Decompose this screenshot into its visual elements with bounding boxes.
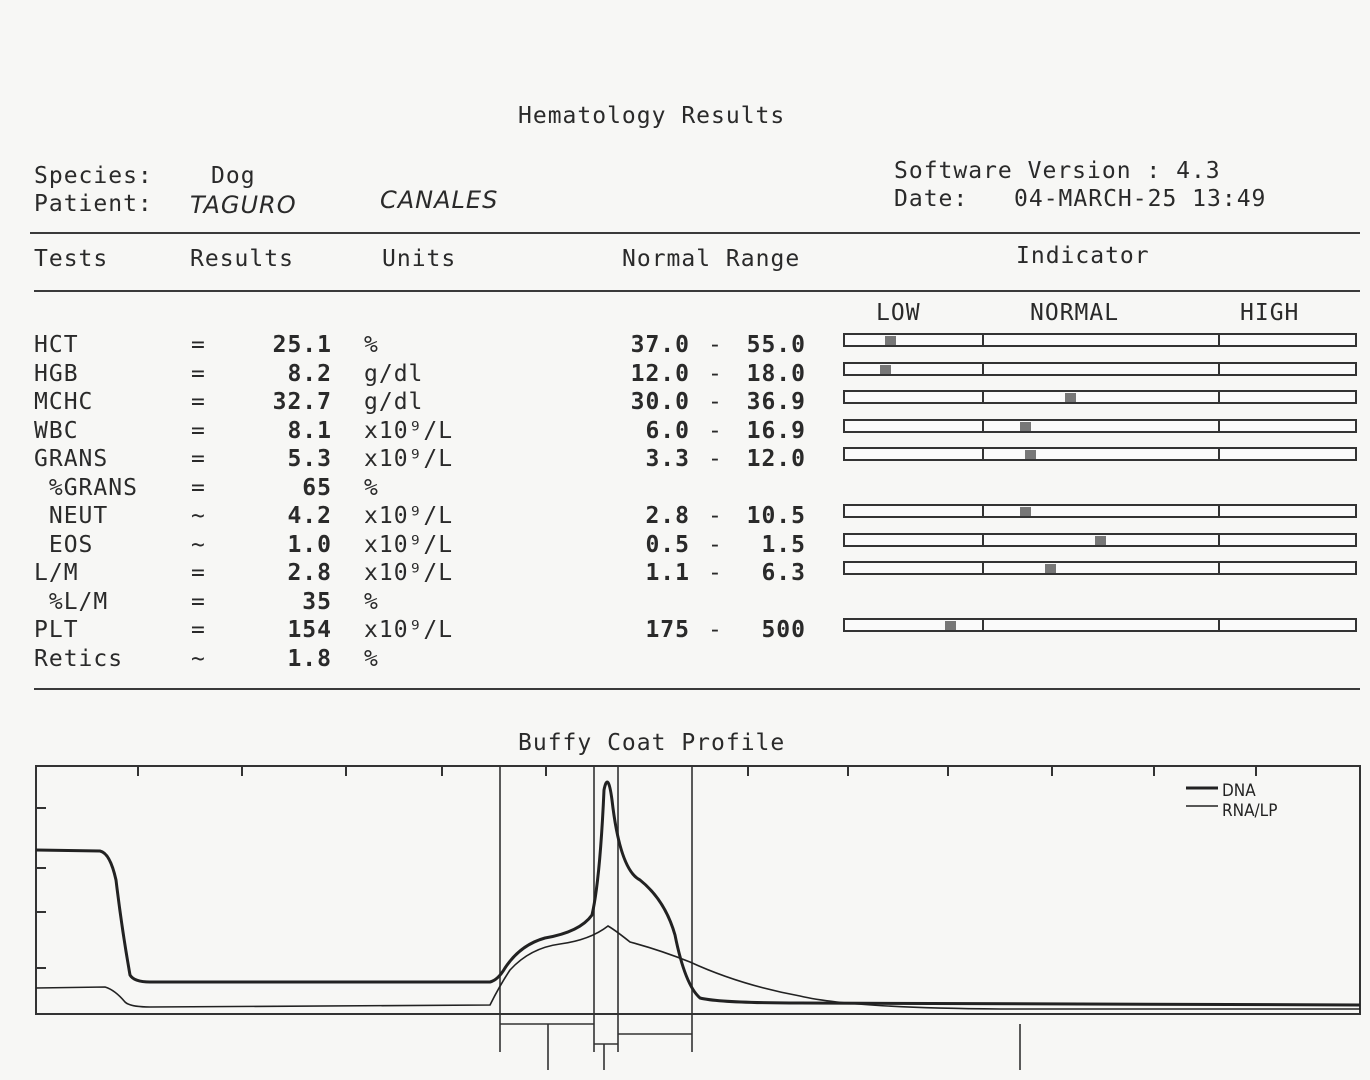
date-value: 04-MARCH-25 13:49	[1014, 186, 1267, 212]
row-operator: =	[191, 361, 206, 387]
row-test: PLT	[34, 617, 79, 643]
row-result: 5.3	[287, 446, 332, 472]
row-operator: ~	[191, 646, 206, 672]
row-range-low: 0.5	[645, 532, 690, 558]
chart-frame	[36, 766, 1360, 1014]
patient-last-name: CANALES	[380, 186, 499, 214]
row-range-high: 1.5	[761, 532, 806, 558]
row-range-high: 500	[761, 617, 806, 643]
row-test: NEUT	[34, 503, 109, 529]
row-range-dash: -	[708, 361, 723, 387]
row-operator: =	[191, 560, 206, 586]
species-label: Species:	[34, 163, 153, 189]
header-tests: Tests	[34, 246, 109, 272]
row-result: 65	[302, 475, 332, 501]
row-result: 154	[287, 617, 332, 643]
patient-first-name: TAGURO	[190, 191, 297, 219]
row-range-high: 36.9	[746, 389, 806, 415]
row-operator: =	[191, 617, 206, 643]
row-test: WBC	[34, 418, 79, 444]
legend-dna-label: DNA	[1222, 781, 1256, 801]
row-range-dash: -	[708, 332, 723, 358]
software-version: Software Version : 4.3	[894, 158, 1221, 184]
row-operator: ~	[191, 532, 206, 558]
row-operator: =	[191, 389, 206, 415]
row-result: 1.0	[287, 532, 332, 558]
row-range-high: 10.5	[746, 503, 806, 529]
row-range-high: 16.9	[746, 418, 806, 444]
row-operator: =	[191, 475, 206, 501]
row-range-high: 12.0	[746, 446, 806, 472]
row-operator: ~	[191, 503, 206, 529]
row-range-low: 1.1	[645, 560, 690, 586]
row-range-dash: -	[708, 532, 723, 558]
row-result: 2.8	[287, 560, 332, 586]
row-range-low: 12.0	[630, 361, 690, 387]
row-unit: %	[364, 589, 379, 615]
row-test: EOS	[34, 532, 94, 558]
indicator-high-label: HIGH	[1240, 300, 1300, 326]
row-unit: g/dl	[364, 389, 424, 415]
row-result: 35	[302, 589, 332, 615]
header-indicator: Indicator	[1016, 243, 1150, 269]
row-test: %GRANS	[34, 475, 138, 501]
legend-rna-label: RNA/LP	[1222, 801, 1278, 821]
row-range-dash: -	[708, 446, 723, 472]
indicator-low-label: LOW	[876, 300, 921, 326]
row-result: 8.1	[287, 418, 332, 444]
row-operator: =	[191, 589, 206, 615]
date-label: Date:	[894, 186, 969, 212]
row-range-dash: -	[708, 560, 723, 586]
row-range-high: 6.3	[761, 560, 806, 586]
row-range-dash: -	[708, 617, 723, 643]
row-range-low: 3.3	[645, 446, 690, 472]
report-title: Hematology Results	[518, 103, 786, 129]
row-range-low: 30.0	[630, 389, 690, 415]
chart-left-ticks	[36, 808, 46, 968]
row-unit: x10⁹/L	[364, 560, 454, 586]
chart-top-ticks	[138, 766, 1256, 776]
row-operator: =	[191, 332, 206, 358]
row-test: Retics	[34, 646, 124, 672]
chart-legend	[1186, 781, 1277, 821]
row-result: 32.7	[272, 389, 332, 415]
row-unit: x10⁹/L	[364, 503, 454, 529]
row-range-high: 18.0	[746, 361, 806, 387]
chart-layer-dividers	[500, 766, 1020, 1070]
species-value: Dog	[211, 163, 256, 189]
row-range-high: 55.0	[746, 332, 806, 358]
row-unit: x10⁹/L	[364, 446, 454, 472]
row-range-dash: -	[708, 503, 723, 529]
row-operator: =	[191, 418, 206, 444]
row-range-low: 37.0	[630, 332, 690, 358]
row-unit: %	[364, 646, 379, 672]
row-range-low: 175	[645, 617, 690, 643]
row-test: GRANS	[34, 446, 109, 472]
row-unit: %	[364, 332, 379, 358]
row-test: HGB	[34, 361, 79, 387]
dna-curve	[36, 782, 1360, 1005]
buffy-coat-title: Buffy Coat Profile	[518, 730, 786, 756]
row-result: 1.8	[287, 646, 332, 672]
row-range-low: 2.8	[645, 503, 690, 529]
row-test: %L/M	[34, 589, 109, 615]
row-range-low: 6.0	[645, 418, 690, 444]
indicator-normal-label: NORMAL	[1030, 300, 1120, 326]
row-unit: %	[364, 475, 379, 501]
header-results: Results	[190, 246, 294, 272]
row-result: 4.2	[287, 503, 332, 529]
row-unit: g/dl	[364, 361, 424, 387]
row-range-dash: -	[708, 418, 723, 444]
row-unit: x10⁹/L	[364, 532, 454, 558]
row-result: 8.2	[287, 361, 332, 387]
row-test: MCHC	[34, 389, 94, 415]
patient-label: Patient:	[34, 191, 153, 217]
row-result: 25.1	[272, 332, 332, 358]
row-unit: x10⁹/L	[364, 617, 454, 643]
row-range-dash: -	[708, 389, 723, 415]
row-operator: =	[191, 446, 206, 472]
row-test: L/M	[34, 560, 79, 586]
header-normal-range: Normal Range	[622, 246, 801, 272]
row-unit: x10⁹/L	[364, 418, 454, 444]
header-units: Units	[382, 246, 457, 272]
row-test: HCT	[34, 332, 79, 358]
